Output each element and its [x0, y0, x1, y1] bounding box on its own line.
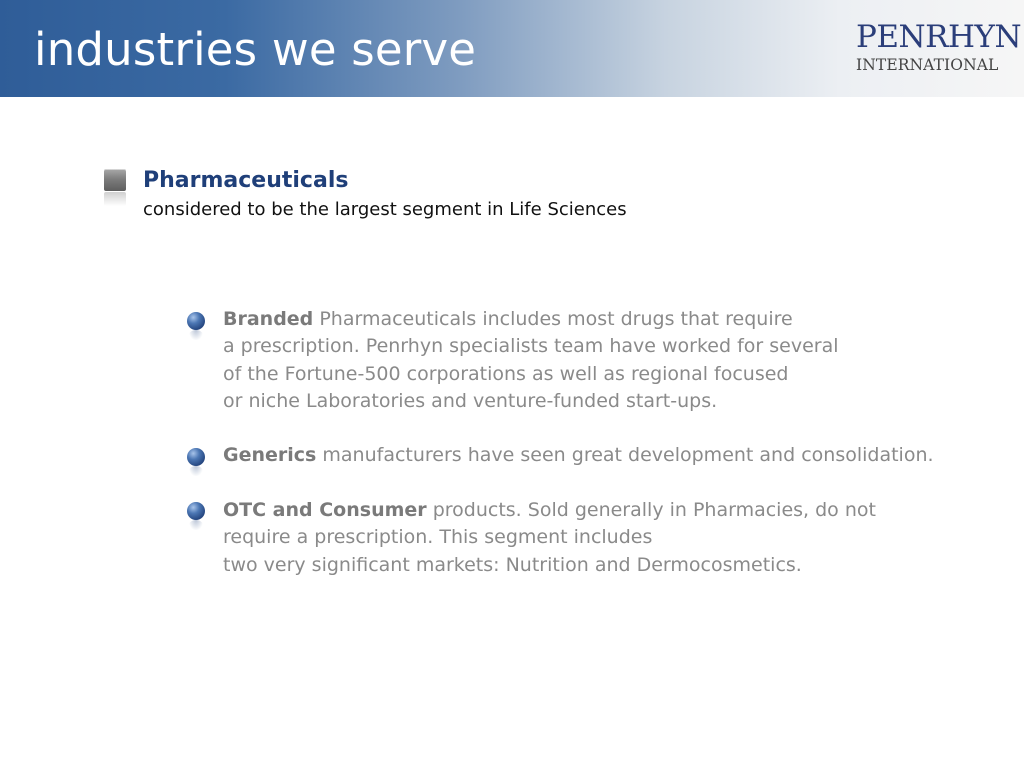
list-item-line: of the Fortune-500 corporations as well as regional focused [223, 362, 789, 385]
list-item-line: OTC and Consumer products. Sold generally in Pharmacies, do not [223, 499, 876, 521]
list-item-otc-consumer [223, 497, 876, 579]
section-heading: Pharmaceuticals [143, 168, 349, 193]
header-banner [0, 0, 1024, 97]
list-item-bold: Branded [223, 308, 314, 330]
logo-main-text: PENRHYN [856, 19, 1022, 55]
list-item-line: a prescription. Penrhyn specialists team have worked for several [223, 335, 839, 358]
logo-sub-text: INTERNATIONAL [856, 56, 999, 74]
list-item-line: Generics manufacturers have seen great development and consolidation. [223, 444, 934, 466]
section-subheading: considered to be the largest segment in Life Sciences [143, 199, 627, 220]
list-item-line: or niche Laboratories and venture-funded start-ups. [223, 389, 718, 412]
list-item-generics [223, 442, 934, 469]
page-title: industries we serve [34, 23, 477, 76]
list-item-line: two very significant markets: Nutrition and Dermocosmetics. [223, 553, 802, 576]
list-item-bold: Generics [223, 444, 317, 466]
square-bullet-icon [104, 169, 126, 209]
list-item-bold: OTC and Consumer [223, 499, 427, 521]
company-logo [840, 19, 1022, 79]
round-bullet-icon [187, 312, 205, 342]
round-bullet-icon [187, 502, 205, 532]
list-item-branded [223, 306, 839, 415]
list-item-line: Branded Pharmaceuticals includes most drugs that require [223, 308, 793, 330]
round-bullet-icon [187, 448, 205, 478]
list-item-line: require a prescription. This segment includes [223, 526, 653, 549]
